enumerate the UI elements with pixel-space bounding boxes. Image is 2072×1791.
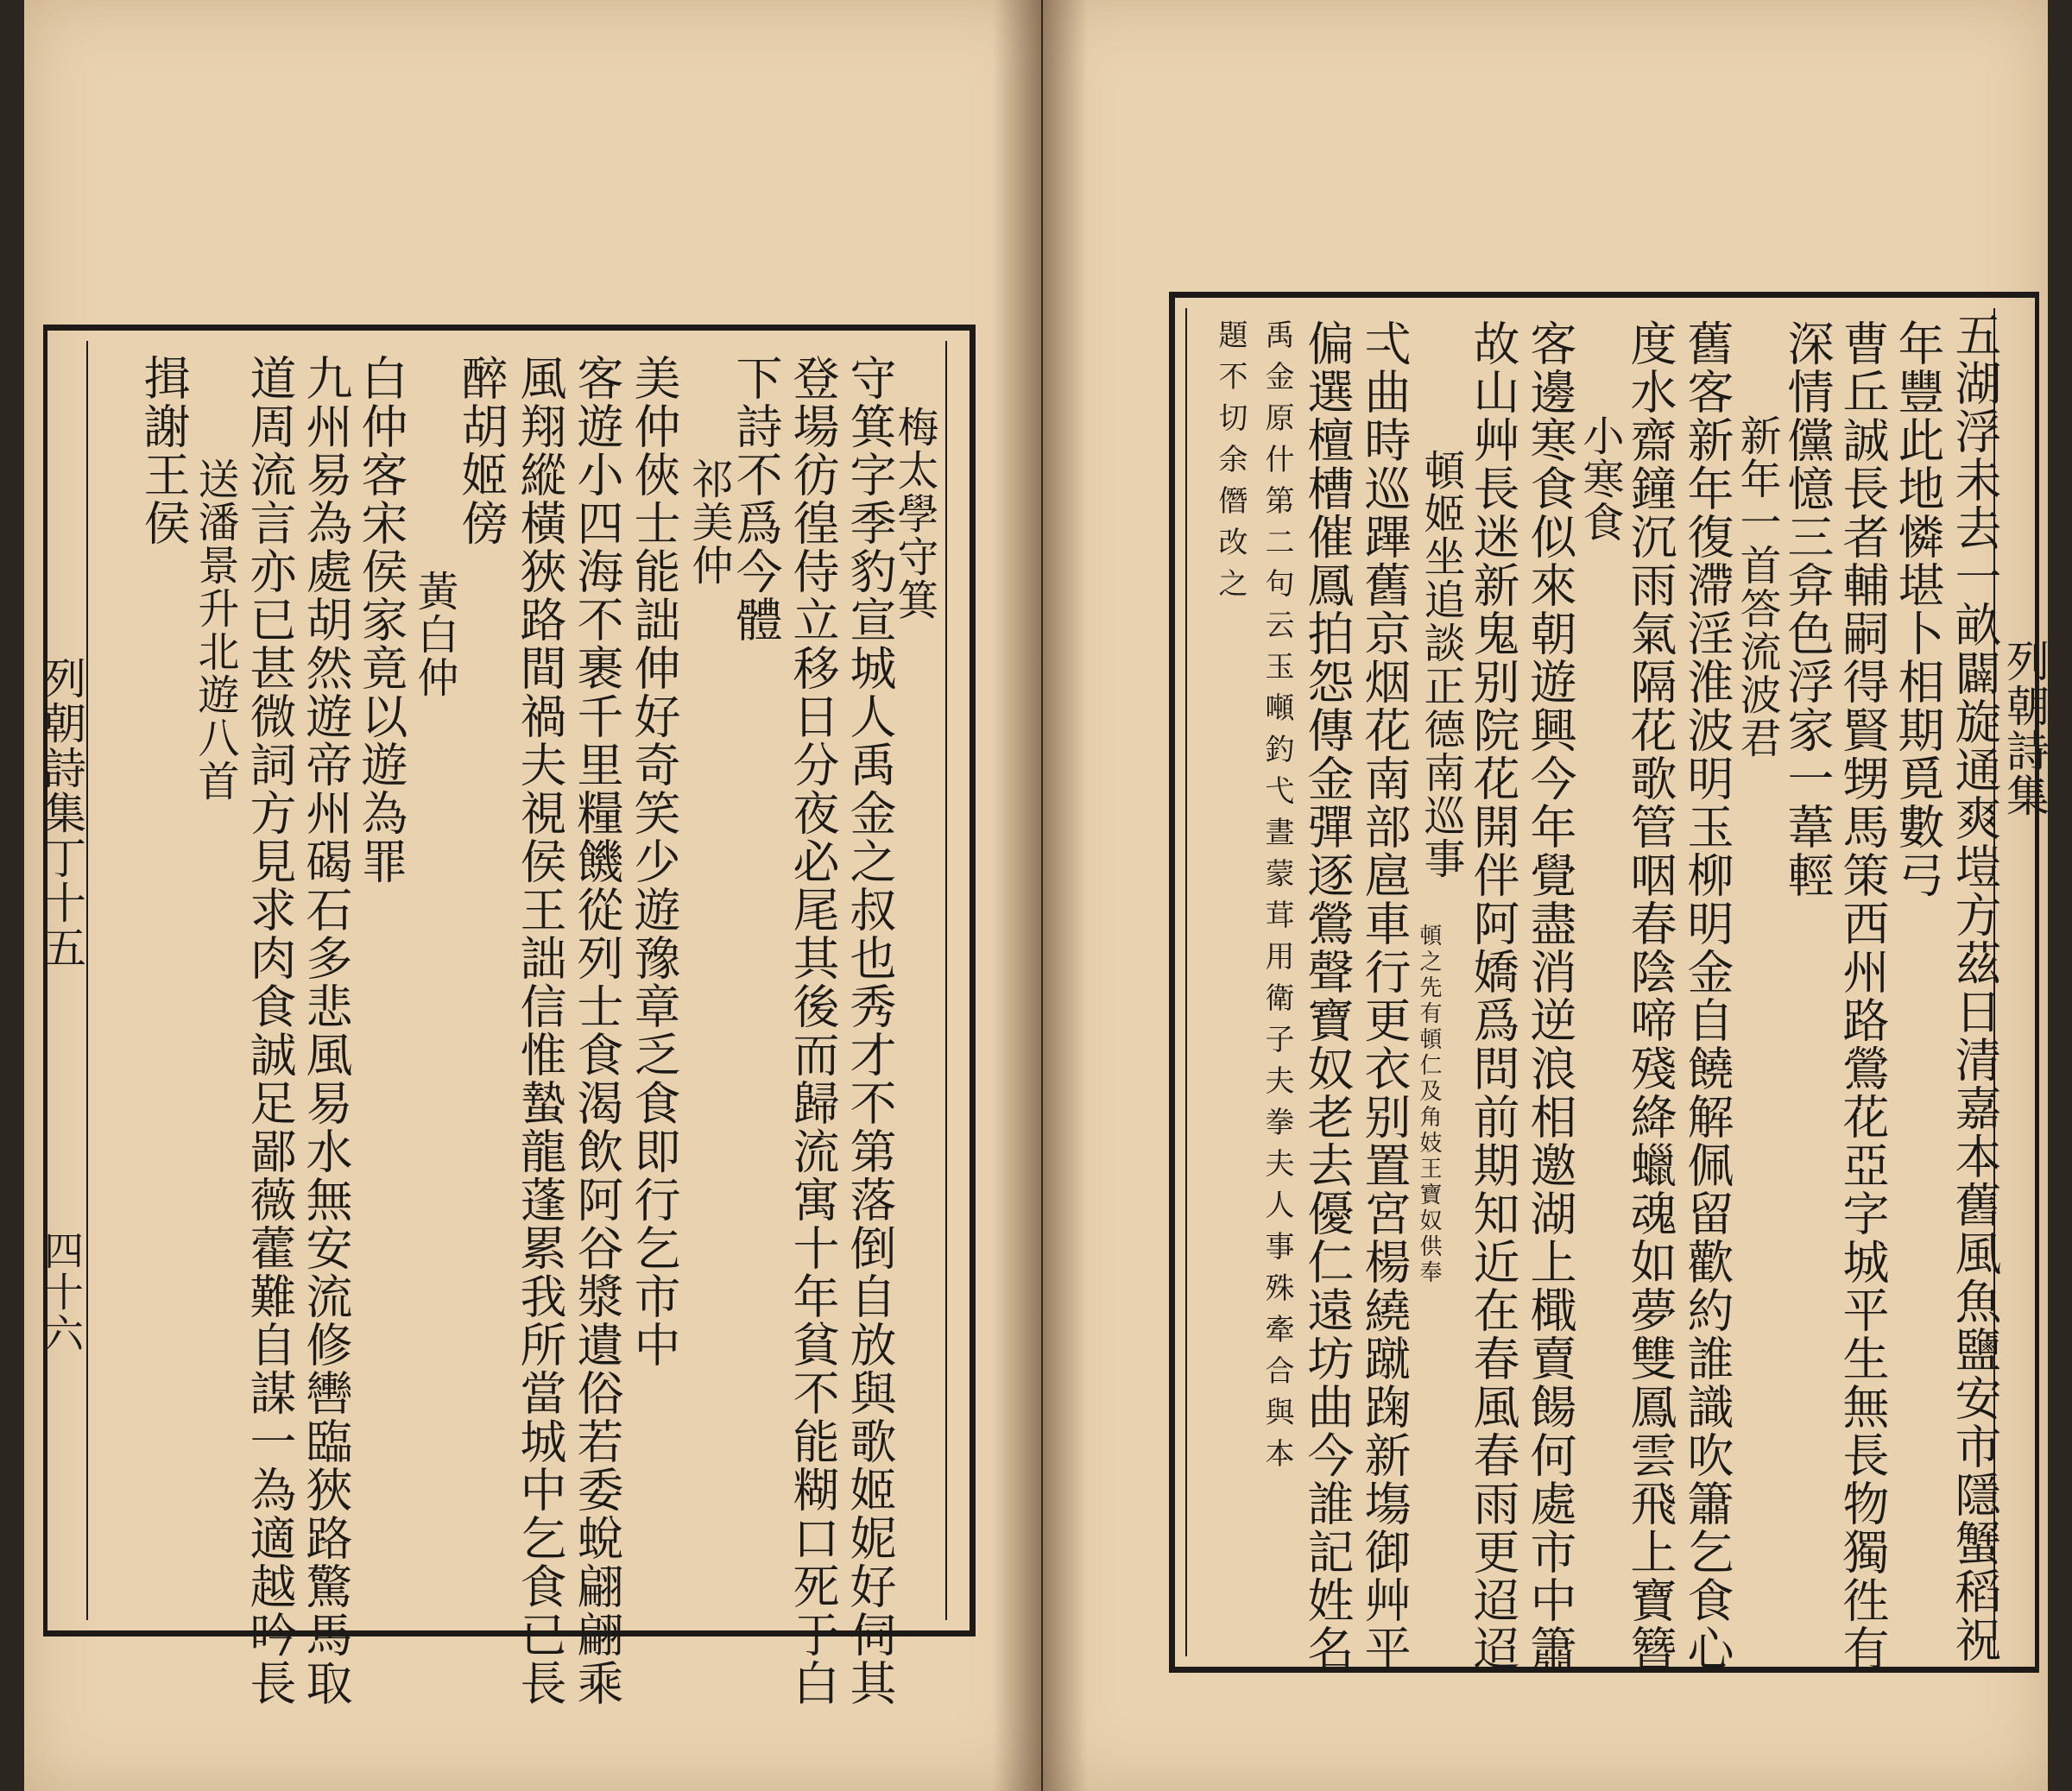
text-column: 度水齋鐘沉雨氣隔花歌管咽春陰啼殘絳蠟魂如夢雙鳳雲飛上寶簪 [1623,319,1677,1673]
text-column: 深情儻憶三弇色浮家一葦輕 [1780,319,1835,899]
commentary-column: 禹金原什第二句云玉噸釣弋晝蒙茸用衛子夫拳夫人事殊牽合與本 [1260,319,1294,1479]
text-column: 九州易為處胡然遊帝州碣石多悲風易水無安流修轡臨狹路驚馬取 [299,354,353,1707]
text-column: 美仲俠士能詘伸好奇笑少遊豫章乏食即行乞市中 [627,354,681,1369]
text-column: 弌曲時巡蹕舊京烟花南部扈車行更衣别置宮楊繞蹴踘新塲御艸平 [1357,319,1412,1673]
text-column: 五湖浮未去一畝闢旋通爽塏方茲日清嘉本舊風魚鹽安市隱蟹稻祝 [1948,311,2002,1664]
text-column: 曹丘誠長者輔嗣得賢甥馬策西州路鶯花亞字城平生無長物獨徃有 [1835,319,1890,1673]
gutter-folio: 四十六 [38,1230,85,1354]
text-column: 醉胡姬傍 [454,354,509,547]
text-column: 登場彷徨侍立移日分夜必尾其後而歸流寓十年貧不能糊口死于白 [786,354,840,1707]
title-note: 頓之先有頓仁及角妓王寶奴供奉 [1416,924,1442,1286]
text-column: 下詩不爲今體 [729,354,783,644]
frame-rule [945,341,947,1620]
text-column: 客邊寒食似來朝遊興今年覺盡消逆浪相邀湖上檝賣餳何處市中簫 [1523,319,1577,1673]
poem-title: 送潘景升北遊八首 [191,457,239,803]
gutter-title: 列朝詩集丁十五 [36,656,86,970]
text-column: 白仲客宋侯家竟以遊為罪 [354,354,408,886]
frame-rule [1185,308,1187,1656]
poet-name: 黃白仲 [410,570,458,699]
poem-title: 頓姬坐追談正德南巡事 [1417,449,1465,880]
text-column: 守箕字季豹宣城人禹金之叔也秀才不第落倒自放與歌姬妮好伺其 [843,354,897,1707]
commentary-column: 題不切余僭改之 [1213,319,1248,609]
text-column: 舊客新年復滯淫淮波明玉柳明金自饒解佩留歡約誰識吹簫乞食心 [1680,319,1734,1673]
text-column: 客遊小四海不裹千里糧饑從列士食渴飲阿谷漿遺俗若委蛻翩翩乘 [570,354,624,1707]
text-column: 年豐此地憐堪卜相期覓數弓 [1891,319,1945,899]
frame-rule [86,341,88,1620]
gutter-title: 列朝詩集 [1999,639,2050,818]
text-column: 偏選檀槽催鳳拍怨傳金彈逐鶯聲寶奴老去優仁遠坊曲今誰記姓名 [1300,319,1355,1673]
text-column: 風翔縱橫狹路間禍夫視侯王詘信惟蟄龍蓬累我所當城中乞食已長 [513,354,567,1707]
poet-name: 祁美仲 [685,457,733,587]
right-page [1043,0,2048,1791]
text-column: 道周流言亦已甚微詞方見求肉食誠足鄙薇藿難自謀一為適越吟長 [243,354,297,1707]
poet-name: 梅太學守箕 [890,406,938,621]
text-column: 揖謝王侯 [136,354,191,547]
poem-title: 小寒食 [1576,414,1624,544]
text-column: 故山艸長迷新鬼别院花開伴阿嬌爲問前期知近在春風春雨更迢迢 [1466,319,1520,1673]
poem-title: 新年一首答流波君 [1733,414,1781,760]
left-page [24,0,1041,1791]
